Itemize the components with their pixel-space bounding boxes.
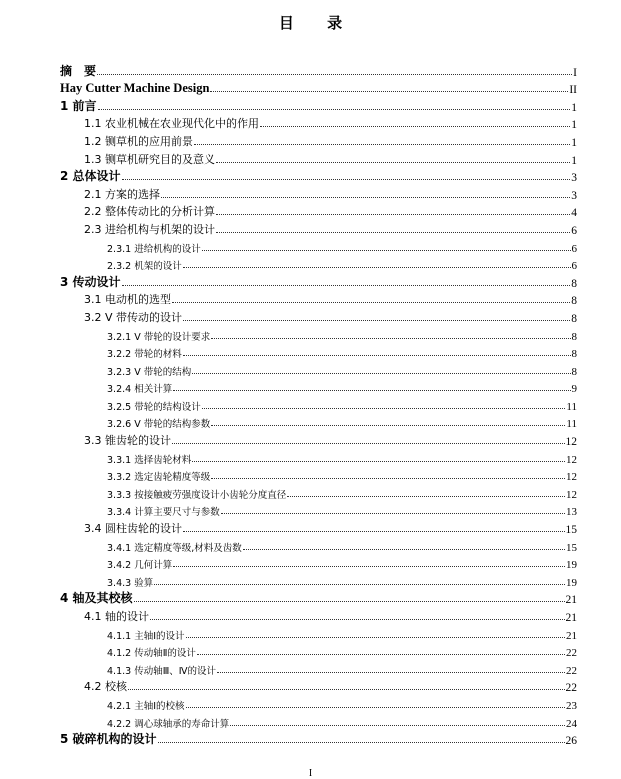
toc-entry-level-1[interactable] [60, 61, 577, 79]
toc-entry-title: 2.1 方案的选择 [84, 187, 160, 201]
toc-entry-level-2[interactable] [60, 307, 577, 325]
toc-entry-level-3[interactable] [60, 237, 577, 255]
dot-leader [128, 688, 565, 690]
toc-entry-title: 4.1.1 主轴Ⅰ的设计 [107, 630, 185, 642]
toc-entry-page-number: 3 [571, 189, 577, 202]
toc-entry-page-number: 8 [571, 295, 577, 308]
toc-entry-page-number: 22 [565, 682, 577, 695]
dot-leader [97, 73, 572, 75]
toc-entry-title: 3.2.5 带轮的结构设计 [107, 401, 201, 413]
toc-entry-title: 3.4.3 验算 [107, 577, 154, 589]
toc-entry-level-3[interactable] [60, 536, 577, 554]
dot-leader [197, 653, 565, 655]
toc-entry-level-1[interactable] [60, 79, 577, 97]
toc-entry-page-number: 8 [571, 277, 577, 290]
toc-entry-page-number: 12 [566, 471, 577, 484]
toc-entry-level-2[interactable] [60, 131, 577, 149]
toc-entry-page-number: 11 [566, 400, 577, 413]
toc-entry-title: 3.3.2 选定齿轮精度等级 [107, 472, 211, 484]
dot-leader [216, 213, 570, 215]
dot-leader [221, 512, 565, 514]
toc-entry-title: 3.2.2 带轮的材料 [107, 349, 182, 361]
toc-entry-level-1[interactable] [60, 272, 577, 290]
toc-entry-page-number: 8 [571, 348, 577, 361]
toc-entry-page-number: 6 [571, 242, 577, 255]
toc-entry-title: 2.3.1 进给机构的设计 [107, 243, 201, 255]
dot-leader [150, 618, 565, 620]
toc-entry-level-3[interactable] [60, 624, 577, 642]
toc-entry-title: 3.3.3 按接触疲劳强度设计小齿轮分度直径 [107, 489, 287, 501]
toc-entry-level-1[interactable] [60, 96, 577, 114]
toc-entry-page-number: 21 [565, 612, 577, 624]
toc-entry-page-number: 23 [566, 699, 577, 712]
dot-leader [183, 354, 571, 356]
dot-leader [173, 389, 570, 391]
dot-leader [192, 372, 570, 374]
toc-entry-page-number: 9 [571, 383, 577, 396]
toc-entry-page-number: 8 [571, 365, 577, 378]
toc-entry-page-number: 1 [571, 119, 577, 132]
toc-entry-level-1[interactable] [60, 589, 577, 607]
dot-leader [216, 161, 570, 163]
toc-entry-page-number: 1 [571, 154, 577, 167]
toc-entry-level-3[interactable] [60, 360, 577, 378]
toc-entry-title: 1.1 农业机械在农业现代化中的作用 [84, 117, 259, 131]
toc-entry-level-3[interactable] [60, 712, 577, 730]
toc-entry-level-3[interactable] [60, 325, 577, 343]
toc-entry-level-3[interactable] [60, 571, 577, 589]
toc-entry-title: 2 总体设计 [60, 169, 121, 184]
dot-leader [230, 724, 565, 726]
table-of-contents [60, 61, 577, 747]
toc-entry-title: 3.2.1 V 带轮的设计要求 [107, 331, 211, 343]
dot-leader [260, 125, 570, 127]
toc-entry-title: 3.3.4 计算主要尺寸与参数 [107, 507, 220, 519]
toc-entry-title: Hay Cutter Machine Design [60, 81, 210, 96]
dot-leader [243, 548, 565, 550]
dot-leader [134, 600, 565, 602]
dot-leader [154, 583, 565, 585]
toc-entry-title: 3.3 锥齿轮的设计 [84, 434, 171, 448]
toc-entry-title: 2.2 整体传动比的分析计算 [84, 205, 215, 219]
toc-entry-title: 1.3 铡草机研究目的及意义 [84, 152, 215, 166]
toc-entry-level-3[interactable] [60, 483, 577, 501]
toc-entry-page-number: 4 [571, 207, 577, 220]
page-number: I [308, 768, 313, 779]
toc-entry-page-number: 6 [571, 224, 577, 237]
toc-entry-level-3[interactable] [60, 343, 577, 361]
toc-entry-level-3[interactable] [60, 659, 577, 677]
dot-leader [183, 530, 565, 532]
toc-entry-page-number: 8 [571, 312, 577, 325]
dot-leader [161, 196, 570, 198]
toc-entry-title: 摘 要 [60, 63, 97, 78]
toc-entry-level-3[interactable] [60, 466, 577, 484]
dot-leader [98, 108, 571, 110]
dot-leader [186, 636, 566, 638]
toc-entry-page-number: 12 [566, 453, 577, 466]
toc-entry-page-number: 22 [566, 664, 577, 677]
dot-leader [122, 178, 571, 180]
toc-entry-level-2[interactable] [60, 677, 577, 695]
toc-entry-title: 4 轴及其校核 [60, 591, 133, 606]
toc-entry-level-2[interactable] [60, 202, 577, 220]
toc-entry-title: 3.4.1 选定精度等级,材料及齿数 [107, 542, 242, 554]
toc-entry-title: 3.2.6 V 带轮的结构参数 [107, 419, 211, 431]
toc-entry-page-number: II [569, 84, 577, 97]
dot-leader [192, 460, 565, 462]
toc-entry-level-2[interactable] [60, 606, 577, 624]
dot-leader [217, 671, 565, 673]
dot-leader [211, 337, 570, 339]
toc-entry-page-number: 11 [566, 418, 577, 431]
toc-entry-title: 2.3 进给机构与机架的设计 [84, 222, 215, 236]
toc-entry-level-3[interactable] [60, 395, 577, 413]
toc-entry-page-number: 3 [571, 172, 577, 185]
toc-entry-title: 1 前言 [60, 98, 97, 113]
toc-entry-title: 2.3.2 机架的设计 [107, 261, 182, 273]
toc-entry-level-3[interactable] [60, 642, 577, 660]
toc-entry-title: 4.2.2 调心球轴承的寿命计算 [107, 718, 230, 730]
dot-leader [216, 231, 570, 233]
toc-entry-title: 4.1 轴的设计 [84, 610, 149, 623]
dot-leader [211, 477, 565, 479]
dot-leader [183, 266, 571, 268]
toc-entry-page-number: 15 [566, 541, 577, 554]
dot-leader [194, 143, 570, 145]
toc-entry-page-number: 15 [565, 524, 577, 537]
dot-leader [122, 284, 571, 286]
toc-entry-level-2[interactable] [60, 219, 577, 237]
toc-entry-level-3[interactable] [60, 255, 577, 273]
toc-entry-title: 3 传动设计 [60, 274, 121, 289]
dot-leader [173, 565, 565, 567]
dot-leader [183, 319, 570, 321]
toc-entry-page-number: 1 [571, 101, 577, 114]
toc-entry-page-number: 6 [571, 260, 577, 273]
toc-entry-title: 5 破碎机构的设计 [60, 732, 157, 747]
toc-entry-page-number: 21 [565, 594, 577, 607]
toc-entry-page-number: 21 [566, 629, 577, 642]
toc-entry-title: 4.2 校核 [84, 680, 127, 694]
toc-entry-title: 3.2 V 带传动的设计 [84, 310, 183, 324]
toc-entry-page-number: 12 [566, 488, 577, 501]
dot-leader [287, 495, 565, 497]
dot-leader [158, 741, 565, 743]
toc-entry-level-3[interactable] [60, 501, 577, 519]
dot-leader [210, 90, 568, 92]
toc-entry-level-2[interactable] [60, 290, 577, 308]
toc-entry-title: 3.2.3 V 带轮的结构 [107, 366, 192, 378]
toc-entry-page-number: 13 [566, 506, 577, 519]
toc-entry-page-number: 22 [566, 647, 577, 660]
toc-entry-level-2[interactable] [60, 430, 577, 448]
toc-entry-title: 3.2.4 相关计算 [107, 384, 173, 396]
toc-entry-level-2[interactable] [60, 518, 577, 536]
toc-entry-title: 4.1.3 传动轴Ⅲ、Ⅳ的设计 [107, 665, 217, 677]
toc-entry-page-number: 24 [566, 717, 577, 730]
toc-entry-title: 4.1.2 传动轴Ⅱ的设计 [107, 648, 196, 660]
toc-entry-level-2[interactable] [60, 114, 577, 132]
toc-entry-page-number: 1 [571, 136, 577, 149]
toc-entry-title: 4.2.1 主轴Ⅰ的校核 [107, 700, 185, 712]
toc-entry-level-3[interactable] [60, 694, 577, 712]
toc-entry-title: 1.2 铡草机的应用前景 [84, 134, 193, 148]
toc-entry-title: 3.1 电动机的选型 [84, 293, 171, 307]
toc-entry-title: 3.4 圆柱齿轮的设计 [84, 522, 182, 536]
toc-entry-level-2[interactable] [60, 184, 577, 202]
dot-leader [202, 407, 566, 409]
dot-leader [211, 424, 565, 426]
toc-entry-level-1[interactable] [60, 167, 577, 185]
dot-leader [172, 301, 570, 303]
toc-entry-page-number: 8 [571, 330, 577, 343]
dot-leader [202, 249, 571, 251]
toc-entry-level-3[interactable] [60, 378, 577, 396]
toc-entry-page-number: 19 [566, 576, 577, 589]
toc-entry-level-3[interactable] [60, 413, 577, 431]
toc-entry-level-2[interactable] [60, 149, 577, 167]
dot-leader [186, 706, 566, 708]
toc-entry-title: 3.4.2 几何计算 [107, 560, 173, 572]
toc-entry-level-1[interactable] [60, 730, 577, 748]
toc-entry-page-number: 19 [566, 559, 577, 572]
toc-entry-title: 3.3.1 选择齿轮材料 [107, 454, 192, 466]
toc-entry-page-number: 12 [565, 436, 577, 449]
dot-leader [172, 442, 565, 444]
toc-entry-level-3[interactable] [60, 554, 577, 572]
toc-entry-page-number: 26 [565, 735, 577, 748]
toc-entry-page-number: I [573, 66, 577, 79]
toc-title: 目 录 [278, 14, 357, 32]
toc-entry-level-3[interactable] [60, 448, 577, 466]
